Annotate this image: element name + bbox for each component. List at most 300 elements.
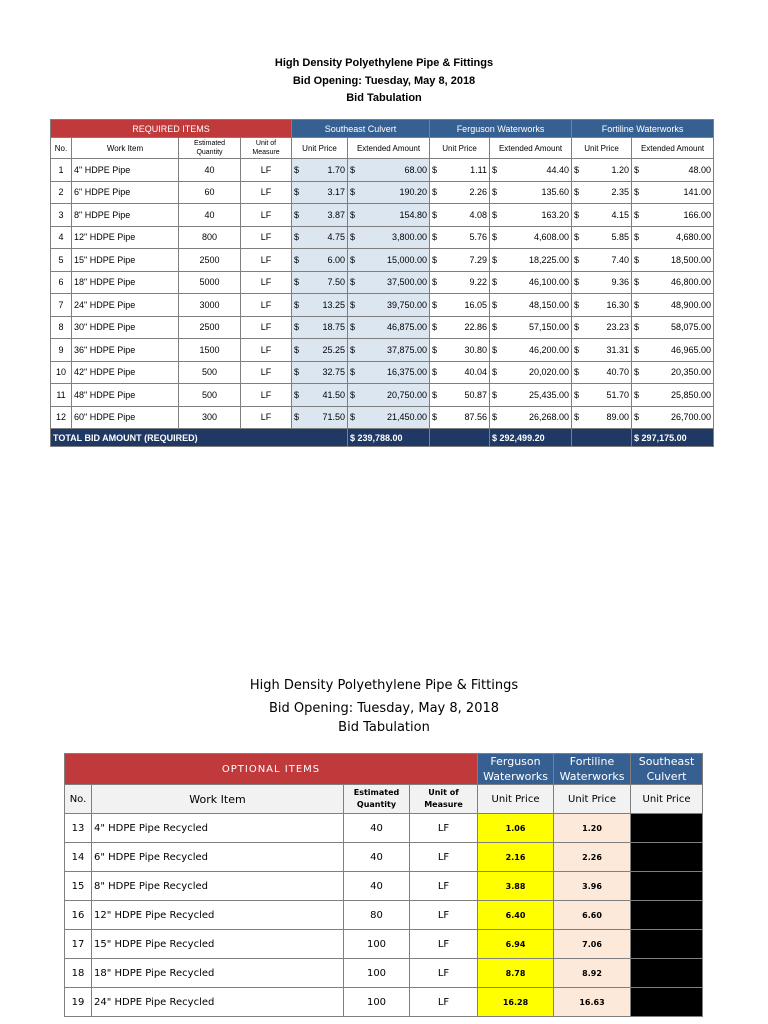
unit-of-measure: LF: [410, 988, 478, 1017]
vendor-header: Ferguson Waterworks: [478, 754, 554, 785]
extended-amount-fortiline: [632, 339, 714, 362]
dollar-sign: $: [350, 322, 356, 333]
amount-value: 1.11: [470, 164, 488, 175]
extended-amount-southeast: [348, 249, 430, 272]
required-items-header: REQUIRED ITEMS: [51, 120, 292, 138]
table-row: [65, 872, 703, 901]
extended-amount-fortiline: [632, 204, 714, 227]
dollar-sign: $: [350, 209, 356, 220]
col-unit-header: Unit of Measure: [241, 138, 292, 159]
unit-of-measure: LF: [410, 959, 478, 988]
extended-amount-ferguson: [490, 406, 572, 429]
amount-value: 48,150.00: [529, 299, 570, 310]
dollar-sign: $: [432, 367, 438, 378]
amount-value: 46,100.00: [529, 277, 570, 288]
unit-price-southeast: [292, 339, 348, 362]
unit-of-measure: LF: [241, 406, 292, 429]
dollar-sign: $: [492, 299, 498, 310]
unit-price-ferguson: 2.16: [478, 843, 554, 872]
amount-value: 3.17: [327, 187, 346, 198]
work-item: 36" HDPE Pipe: [72, 339, 179, 362]
unit-price-fortiline: [572, 204, 632, 227]
dollar-sign: $: [492, 344, 498, 355]
unit-of-measure: LF: [241, 294, 292, 317]
col-unit-header: Unit of Measure: [410, 785, 478, 814]
unit-price-ferguson: [430, 226, 490, 249]
estimated-quantity: 500: [179, 361, 241, 384]
amount-value: 71.50: [322, 412, 346, 423]
unit-of-measure: LF: [241, 384, 292, 407]
amount-value: 1.70: [327, 164, 346, 175]
dollar-sign: $: [350, 254, 356, 265]
work-item: 15" HDPE Pipe Recycled: [92, 930, 344, 959]
extended-amount-ferguson: [490, 159, 572, 182]
estimated-quantity: 300: [179, 406, 241, 429]
estimated-quantity: 3000: [179, 294, 241, 317]
unit-price-ferguson: [430, 204, 490, 227]
work-item: 48" HDPE Pipe: [72, 384, 179, 407]
amount-value: 40.70: [606, 367, 630, 378]
amount-value: 31.31: [606, 344, 630, 355]
extended-amount-ferguson: [490, 181, 572, 204]
dollar-sign: $: [294, 389, 300, 400]
row-number: 19: [65, 988, 92, 1017]
dollar-sign: $: [574, 344, 580, 355]
amount-value: 20,750.00: [386, 389, 428, 400]
amount-value: 2.35: [611, 187, 630, 198]
total-southeast: $ 239,788.00: [348, 429, 430, 447]
unit-price-ferguson: [430, 361, 490, 384]
row-number: 2: [51, 181, 72, 204]
unit-of-measure: LF: [241, 316, 292, 339]
extended-amount-southeast: [348, 159, 430, 182]
amount-value: 58,075.00: [671, 322, 712, 333]
amount-value: 141.00: [683, 187, 712, 198]
row-number: 3: [51, 204, 72, 227]
unit-price-fortiline: 16.63: [554, 988, 631, 1017]
dollar-sign: $: [492, 367, 498, 378]
unit-price-ferguson: 6.94: [478, 930, 554, 959]
dollar-sign: $: [350, 187, 356, 198]
amount-value: 163.20: [541, 209, 570, 220]
unit-price-fortiline: [572, 406, 632, 429]
dollar-sign: $: [634, 164, 640, 175]
required-items-table: [50, 119, 714, 447]
unit-of-measure: LF: [241, 249, 292, 272]
col-unit-price-header: Unit Price: [631, 785, 703, 814]
amount-value: 135.60: [541, 187, 570, 198]
dollar-sign: $: [634, 322, 640, 333]
dollar-sign: $: [492, 412, 498, 423]
extended-amount-fortiline: [632, 294, 714, 317]
amount-value: 7.40: [611, 254, 630, 265]
work-item: 8" HDPE Pipe Recycled: [92, 872, 344, 901]
amount-value: 57,150.00: [529, 322, 570, 333]
dollar-sign: $: [294, 164, 300, 175]
amount-value: 7.29: [469, 254, 488, 265]
unit-price-southeast-blank: [631, 930, 703, 959]
extended-amount-southeast: [348, 181, 430, 204]
amount-value: 4,680.00: [676, 232, 712, 243]
unit-price-southeast: [292, 249, 348, 272]
col-unit-price-header: Unit Price: [572, 138, 632, 159]
amount-value: 16.05: [464, 299, 488, 310]
vendor-header-row: [65, 754, 703, 785]
dollar-sign: $: [634, 254, 640, 265]
extended-amount-ferguson: [490, 249, 572, 272]
total-spacer: [572, 429, 632, 447]
amount-value: 6.00: [327, 254, 346, 265]
extended-amount-southeast: [348, 361, 430, 384]
estimated-quantity: 800: [179, 226, 241, 249]
dollar-sign: $: [634, 344, 640, 355]
dollar-sign: $: [432, 412, 438, 423]
amount-value: 26,700.00: [671, 412, 712, 423]
dollar-sign: $: [350, 412, 356, 423]
unit-price-fortiline: [572, 361, 632, 384]
dollar-sign: $: [350, 164, 356, 175]
dollar-sign: $: [634, 389, 640, 400]
required-items-body: [51, 159, 714, 429]
row-number: 11: [51, 384, 72, 407]
col-qty-header: Estimated Quantity: [179, 138, 241, 159]
vendor-header: Southeast Culvert: [292, 120, 430, 138]
unit-price-southeast: [292, 271, 348, 294]
col-qty-header: Estimated Quantity: [344, 785, 410, 814]
dollar-sign: $: [574, 187, 580, 198]
estimated-quantity: 40: [344, 843, 410, 872]
amount-value: 50.87: [464, 389, 488, 400]
column-header-row: [51, 138, 714, 159]
total-spacer: [430, 429, 490, 447]
work-item: 24" HDPE Pipe: [72, 294, 179, 317]
unit-price-southeast: [292, 204, 348, 227]
amount-value: 4,608.00: [534, 232, 570, 243]
row-number: 18: [65, 959, 92, 988]
table-row: [51, 159, 714, 182]
estimated-quantity: 40: [179, 204, 241, 227]
unit-price-ferguson: [430, 271, 490, 294]
unit-of-measure: LF: [241, 339, 292, 362]
estimated-quantity: 60: [179, 181, 241, 204]
doc2-title: High Density Polyethylene Pipe & Fittings: [249, 678, 519, 693]
col-unit-price-header: Unit Price: [430, 138, 490, 159]
amount-value: 23.23: [606, 322, 630, 333]
work-item: 12" HDPE Pipe Recycled: [92, 901, 344, 930]
unit-price-ferguson: [430, 316, 490, 339]
amount-value: 4.75: [327, 232, 346, 243]
dollar-sign: $: [294, 232, 300, 243]
row-number: 14: [65, 843, 92, 872]
dollar-sign: $: [634, 412, 640, 423]
dollar-sign: $: [350, 389, 356, 400]
col-ext-header: Extended Amount: [348, 138, 430, 159]
amount-value: 41.50: [322, 389, 346, 400]
amount-value: 3.87: [327, 209, 346, 220]
dollar-sign: $: [492, 254, 498, 265]
unit-price-fortiline: 2.26: [554, 843, 631, 872]
amount-value: 5.76: [469, 232, 488, 243]
table-row: [51, 339, 714, 362]
amount-value: 46,965.00: [671, 344, 712, 355]
estimated-quantity: 100: [344, 988, 410, 1017]
amount-value: 9.22: [469, 277, 488, 288]
amount-value: 190.20: [399, 187, 428, 198]
unit-price-southeast: [292, 294, 348, 317]
estimated-quantity: 100: [344, 930, 410, 959]
col-no-header: No.: [65, 785, 92, 814]
estimated-quantity: 5000: [179, 271, 241, 294]
unit-price-ferguson: [430, 384, 490, 407]
unit-price-fortiline: [572, 271, 632, 294]
estimated-quantity: 2500: [179, 249, 241, 272]
extended-amount-ferguson: [490, 294, 572, 317]
dollar-sign: $: [634, 209, 640, 220]
work-item: 30" HDPE Pipe: [72, 316, 179, 339]
work-item: 12" HDPE Pipe: [72, 226, 179, 249]
optional-items-body: [65, 814, 703, 1017]
dollar-sign: $: [574, 367, 580, 378]
dollar-sign: $: [432, 164, 438, 175]
amount-value: 32.75: [322, 367, 346, 378]
dollar-sign: $: [492, 209, 498, 220]
amount-value: 4.08: [469, 209, 488, 220]
amount-value: 37,875.00: [386, 344, 428, 355]
dollar-sign: $: [294, 254, 300, 265]
unit-price-fortiline: [572, 249, 632, 272]
table-row: [51, 226, 714, 249]
table-row: [65, 930, 703, 959]
estimated-quantity: 500: [179, 384, 241, 407]
unit-price-southeast: [292, 361, 348, 384]
dollar-sign: $: [294, 277, 300, 288]
total-row: [51, 429, 714, 447]
unit-price-fortiline: [572, 384, 632, 407]
dollar-sign: $: [294, 299, 300, 310]
dollar-sign: $: [574, 232, 580, 243]
unit-of-measure: LF: [410, 872, 478, 901]
dollar-sign: $: [574, 322, 580, 333]
vendor-header-row: [51, 120, 714, 138]
amount-value: 26,268.00: [529, 412, 570, 423]
unit-price-southeast: [292, 384, 348, 407]
amount-value: 48,900.00: [671, 299, 712, 310]
unit-price-fortiline: [572, 226, 632, 249]
unit-of-measure: LF: [410, 901, 478, 930]
unit-price-ferguson: [430, 159, 490, 182]
work-item: 4" HDPE Pipe Recycled: [92, 814, 344, 843]
doc1-subtitle2: Bid Tabulation: [346, 92, 422, 104]
table-row: [51, 204, 714, 227]
col-work-header: Work Item: [72, 138, 179, 159]
row-number: 7: [51, 294, 72, 317]
dollar-sign: $: [432, 322, 438, 333]
unit-of-measure: LF: [410, 843, 478, 872]
row-number: 16: [65, 901, 92, 930]
dollar-sign: $: [432, 187, 438, 198]
unit-price-fortiline: 8.92: [554, 959, 631, 988]
amount-value: 5.85: [611, 232, 630, 243]
dollar-sign: $: [492, 187, 498, 198]
dollar-sign: $: [294, 187, 300, 198]
dollar-sign: $: [574, 389, 580, 400]
dollar-sign: $: [634, 232, 640, 243]
total-ferguson: $ 292,499.20: [490, 429, 572, 447]
optional-items-table: [64, 753, 703, 1017]
dollar-sign: $: [574, 412, 580, 423]
estimated-quantity: 2500: [179, 316, 241, 339]
table-row: [65, 814, 703, 843]
dollar-sign: $: [432, 389, 438, 400]
dollar-sign: $: [432, 254, 438, 265]
table-row: [51, 271, 714, 294]
work-item: 24" HDPE Pipe Recycled: [92, 988, 344, 1017]
dollar-sign: $: [350, 299, 356, 310]
extended-amount-fortiline: [632, 271, 714, 294]
estimated-quantity: 40: [179, 159, 241, 182]
extended-amount-southeast: [348, 384, 430, 407]
extended-amount-ferguson: [490, 316, 572, 339]
work-item: 4" HDPE Pipe: [72, 159, 179, 182]
col-ext-header: Extended Amount: [632, 138, 714, 159]
estimated-quantity: 1500: [179, 339, 241, 362]
dollar-sign: $: [294, 412, 300, 423]
unit-price-southeast: [292, 181, 348, 204]
estimated-quantity: 40: [344, 872, 410, 901]
col-ext-header: Extended Amount: [490, 138, 572, 159]
estimated-quantity: 40: [344, 814, 410, 843]
unit-price-fortiline: [572, 181, 632, 204]
dollar-sign: $: [432, 209, 438, 220]
amount-value: 9.36: [611, 277, 630, 288]
work-item: 15" HDPE Pipe: [72, 249, 179, 272]
table-row: [51, 406, 714, 429]
row-number: 6: [51, 271, 72, 294]
amount-value: 1.20: [611, 164, 630, 175]
extended-amount-southeast: [348, 204, 430, 227]
work-item: 60" HDPE Pipe: [72, 406, 179, 429]
row-number: 5: [51, 249, 72, 272]
dollar-sign: $: [350, 344, 356, 355]
work-item: 18" HDPE Pipe Recycled: [92, 959, 344, 988]
dollar-sign: $: [574, 209, 580, 220]
amount-value: 15,000.00: [386, 254, 428, 265]
amount-value: 39,750.00: [386, 299, 428, 310]
amount-value: 37,500.00: [386, 277, 428, 288]
dollar-sign: $: [294, 209, 300, 220]
unit-price-southeast-blank: [631, 901, 703, 930]
col-unit-price-header: Unit Price: [554, 785, 631, 814]
amount-value: 44.40: [546, 164, 570, 175]
dollar-sign: $: [432, 344, 438, 355]
extended-amount-ferguson: [490, 226, 572, 249]
unit-of-measure: LF: [241, 361, 292, 384]
extended-amount-fortiline: [632, 316, 714, 339]
dollar-sign: $: [492, 232, 498, 243]
unit-of-measure: LF: [241, 181, 292, 204]
amount-value: 40.04: [464, 367, 488, 378]
unit-price-ferguson: 16.28: [478, 988, 554, 1017]
amount-value: 25,435.00: [529, 389, 570, 400]
vendor-header: Fortiline Waterworks: [554, 754, 631, 785]
table-row: [51, 316, 714, 339]
dollar-sign: $: [350, 277, 356, 288]
dollar-sign: $: [574, 164, 580, 175]
work-item: 6" HDPE Pipe Recycled: [92, 843, 344, 872]
row-number: 15: [65, 872, 92, 901]
amount-value: 18.75: [322, 322, 346, 333]
amount-value: 46,800.00: [671, 277, 712, 288]
dollar-sign: $: [432, 277, 438, 288]
dollar-sign: $: [432, 232, 438, 243]
unit-of-measure: LF: [241, 159, 292, 182]
dollar-sign: $: [634, 187, 640, 198]
unit-price-fortiline: [572, 339, 632, 362]
doc2-subtitle2: Bid Tabulation: [338, 720, 430, 735]
dollar-sign: $: [634, 277, 640, 288]
extended-amount-fortiline: [632, 226, 714, 249]
unit-price-southeast-blank: [631, 988, 703, 1017]
col-unit-price-header: Unit Price: [292, 138, 348, 159]
unit-price-fortiline: [572, 294, 632, 317]
amount-value: 87.56: [464, 412, 488, 423]
vendor-header: Southeast Culvert: [631, 754, 703, 785]
unit-price-fortiline: 3.96: [554, 872, 631, 901]
extended-amount-fortiline: [632, 406, 714, 429]
amount-value: 25.25: [322, 344, 346, 355]
unit-price-ferguson: 3.88: [478, 872, 554, 901]
dollar-sign: $: [574, 254, 580, 265]
dollar-sign: $: [294, 322, 300, 333]
dollar-sign: $: [634, 367, 640, 378]
extended-amount-ferguson: [490, 361, 572, 384]
unit-price-ferguson: [430, 181, 490, 204]
unit-price-southeast: [292, 159, 348, 182]
unit-price-southeast: [292, 226, 348, 249]
amount-value: 46,875.00: [386, 322, 428, 333]
extended-amount-southeast: [348, 339, 430, 362]
unit-price-ferguson: 1.06: [478, 814, 554, 843]
row-number: 8: [51, 316, 72, 339]
amount-value: 48.00: [688, 164, 712, 175]
table-row: [51, 384, 714, 407]
dollar-sign: $: [432, 299, 438, 310]
total-fortiline: $ 297,175.00: [632, 429, 714, 447]
amount-value: 3,800.00: [391, 232, 428, 243]
unit-price-southeast-blank: [631, 843, 703, 872]
extended-amount-southeast: [348, 316, 430, 339]
unit-of-measure: LF: [241, 226, 292, 249]
extended-amount-southeast: [348, 271, 430, 294]
row-number: 4: [51, 226, 72, 249]
amount-value: 22.86: [464, 322, 488, 333]
extended-amount-fortiline: [632, 361, 714, 384]
extended-amount-ferguson: [490, 204, 572, 227]
work-item: 18" HDPE Pipe: [72, 271, 179, 294]
table-row: [51, 361, 714, 384]
amount-value: 154.80: [399, 209, 428, 220]
unit-price-ferguson: 8.78: [478, 959, 554, 988]
amount-value: 18,225.00: [529, 254, 570, 265]
amount-value: 166.00: [683, 209, 712, 220]
amount-value: 13.25: [322, 299, 346, 310]
amount-value: 4.15: [611, 209, 630, 220]
amount-value: 89.00: [606, 412, 630, 423]
unit-price-ferguson: [430, 249, 490, 272]
extended-amount-southeast: [348, 226, 430, 249]
table-row: [65, 959, 703, 988]
vendor-header: Fortiline Waterworks: [572, 120, 714, 138]
